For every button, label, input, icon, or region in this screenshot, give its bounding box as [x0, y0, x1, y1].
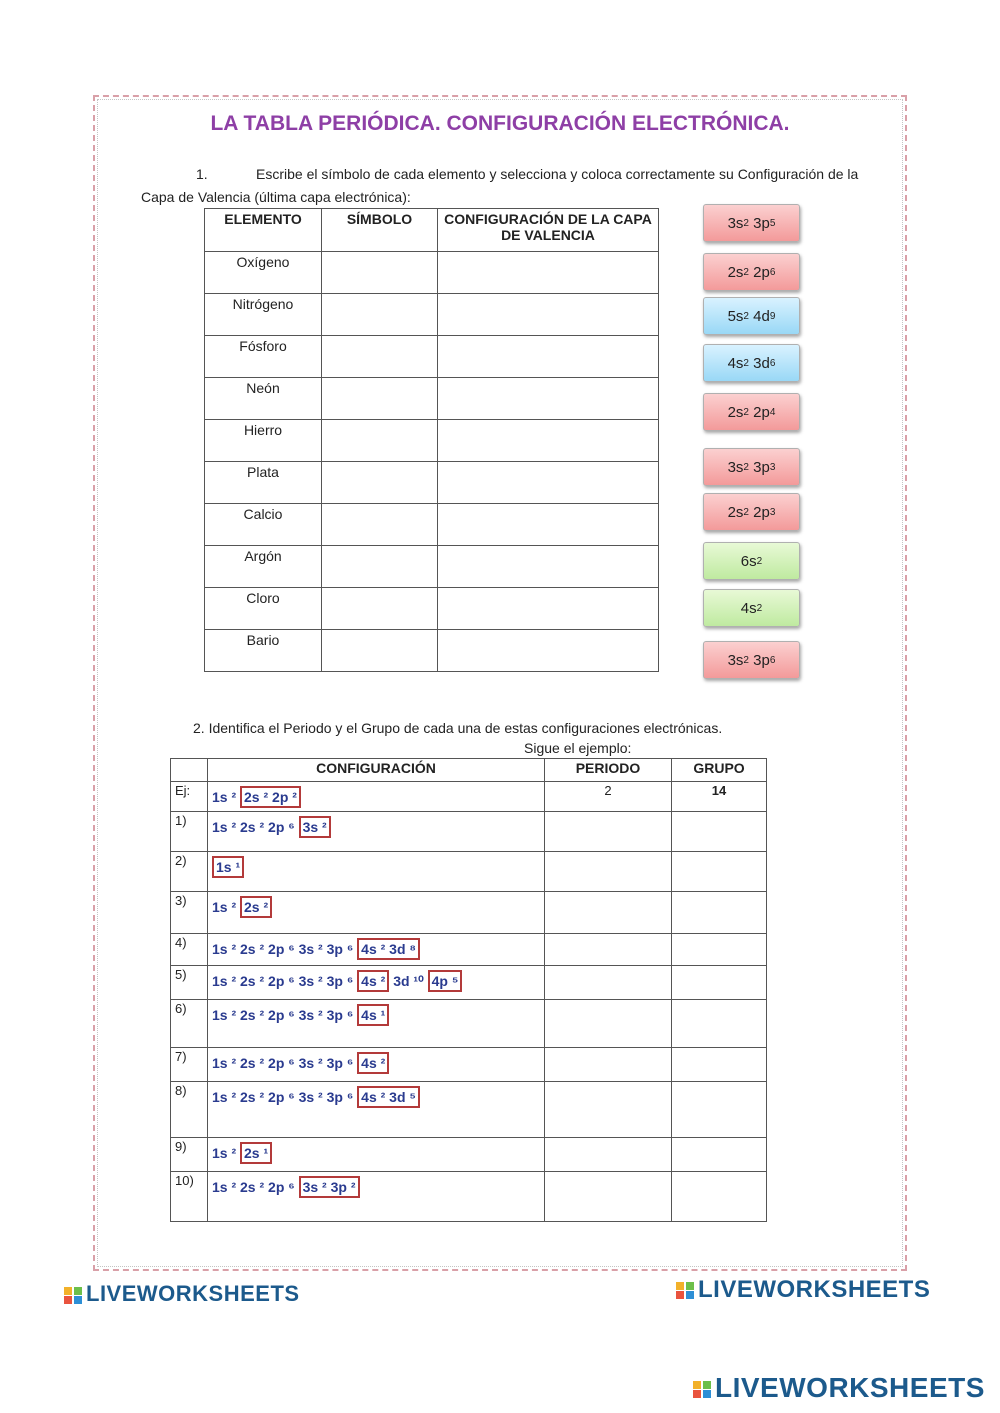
grupo-cell[interactable]	[672, 1138, 767, 1172]
chip-exponent: 3	[769, 461, 776, 473]
config-inner: 1s ² 2s ² 2p ⁶ 3s ² 3p ⁶	[212, 941, 354, 957]
element-name: Oxígeno	[205, 252, 322, 294]
configuration-chip[interactable]	[703, 589, 800, 627]
configuration-chip[interactable]	[703, 448, 800, 486]
valence-box: 2s ² 2p ²	[240, 786, 301, 808]
row-key: 7)	[171, 1048, 208, 1082]
config-inner: 1s ² 2s ² 2p ⁶ 3s ² 3p ⁶	[212, 1007, 354, 1023]
configuration-chip[interactable]	[703, 297, 800, 335]
configuration-cell	[208, 934, 545, 966]
symbol-cell[interactable]	[322, 378, 438, 420]
logo-icon	[693, 1381, 712, 1398]
configuration-chip[interactable]	[703, 641, 800, 679]
page-title: LA TABLA PERIÓDICA. CONFIGURACIÓN ELECTRÓNICA.	[210, 112, 790, 135]
configuration-cell	[208, 782, 545, 812]
config-middle: 3d ¹⁰	[393, 973, 424, 989]
grupo-cell[interactable]	[672, 1000, 767, 1048]
symbol-cell[interactable]	[322, 588, 438, 630]
chip-exponent: 2	[743, 310, 749, 322]
configuration-row	[171, 1048, 767, 1082]
configuration-chip[interactable]	[703, 344, 800, 382]
chip-orbital: 3s	[727, 458, 744, 476]
chip-exponent: 2	[743, 506, 749, 518]
symbol-cell[interactable]	[322, 420, 438, 462]
config-inner: 1s ²	[212, 789, 237, 805]
configuration-cell	[208, 852, 545, 892]
configuration-drop-cell[interactable]	[438, 588, 659, 630]
q1-line2: Capa de Valencia (última capa electrónica):	[141, 189, 411, 205]
grupo-cell[interactable]	[672, 852, 767, 892]
periodo-cell[interactable]	[545, 852, 672, 892]
row-key: Ej:	[171, 782, 208, 812]
configuration-chip[interactable]	[703, 204, 800, 242]
chip-orbital: 2p	[753, 263, 770, 281]
symbol-cell[interactable]	[322, 462, 438, 504]
symbol-cell[interactable]	[322, 546, 438, 588]
config-inner: 1s ² 2s ² 2p ⁶ 3s ² 3p ⁶	[212, 1055, 354, 1071]
chip-orbital: 2s	[727, 503, 744, 521]
element-row	[205, 630, 659, 672]
valence-box: 4s ²	[357, 1052, 389, 1074]
periodo-cell[interactable]	[545, 1172, 672, 1222]
config-inner: 1s ² 2s ² 2p ⁶	[212, 1179, 295, 1195]
q1-line1: Escribe el símbolo de cada elemento y selecciona y coloca correctamente su Configuración de la	[256, 166, 859, 182]
configuration-text	[212, 789, 301, 805]
config-inner: 1s ²	[212, 1145, 237, 1161]
configuration-drop-cell[interactable]	[438, 336, 659, 378]
grupo-cell[interactable]	[672, 1082, 767, 1138]
element-name: Cloro	[205, 588, 322, 630]
configuration-text	[212, 1055, 389, 1071]
chip-exponent: 3	[769, 506, 776, 518]
symbol-cell[interactable]	[322, 336, 438, 378]
configuration-drop-cell[interactable]	[438, 630, 659, 672]
valence-box: 1s ¹	[212, 856, 244, 878]
grupo-cell[interactable]	[672, 966, 767, 1000]
configuration-row	[171, 1000, 767, 1048]
element-row	[205, 462, 659, 504]
header-periodo: PERIODO	[545, 759, 672, 782]
configuration-row	[171, 934, 767, 966]
valence-box: 2s ²	[240, 896, 272, 918]
configuration-chip[interactable]	[703, 393, 800, 431]
chip-exponent: 9	[769, 310, 776, 322]
logo-right	[676, 1276, 930, 1304]
chip-exponent: 5	[769, 217, 776, 229]
valence-box: 4p ⁵	[428, 970, 463, 992]
periodo-cell[interactable]	[545, 1082, 672, 1138]
configuration-row	[171, 892, 767, 934]
element-row	[205, 504, 659, 546]
configuration-row	[171, 1172, 767, 1222]
row-key: 6)	[171, 1000, 208, 1048]
configuration-row	[171, 782, 767, 812]
chip-orbital: 4s	[727, 354, 744, 372]
chip-orbital: 3p	[753, 458, 770, 476]
valence-box: 4s ² 3d ⁵	[357, 1086, 420, 1108]
logo-icon	[676, 1282, 695, 1299]
grupo-cell[interactable]	[672, 892, 767, 934]
chip-exponent: 2	[756, 555, 763, 567]
chip-exponent: 2	[743, 217, 749, 229]
element-name: Hierro	[205, 420, 322, 462]
q2-instruction: 2. Identifica el Periodo y el Grupo de cada una de estas configuraciones electrónicas.	[193, 720, 723, 736]
row-key: 4)	[171, 934, 208, 966]
periodo-cell[interactable]	[545, 1000, 672, 1048]
configuration-text	[212, 819, 331, 835]
element-name: Calcio	[205, 504, 322, 546]
chip-orbital: 3s	[727, 651, 744, 669]
header-simbolo: SÍMBOLO	[322, 209, 438, 252]
periodo-cell[interactable]	[545, 892, 672, 934]
valence-box: 3s ² 3p ²	[299, 1176, 360, 1198]
grupo-cell[interactable]	[672, 934, 767, 966]
logo-left	[64, 1281, 300, 1307]
configuration-drop-cell[interactable]	[438, 252, 659, 294]
configuration-drop-cell[interactable]	[438, 504, 659, 546]
chip-exponent: 6	[769, 357, 776, 369]
element-name: Nitrógeno	[205, 294, 322, 336]
element-row	[205, 336, 659, 378]
periodo-cell[interactable]: 2	[545, 782, 672, 812]
header-elemento: ELEMENTO	[205, 209, 322, 252]
chip-orbital: 4s	[740, 599, 757, 617]
element-row	[205, 588, 659, 630]
config-inner: 1s ² 2s ² 2p ⁶	[212, 819, 295, 835]
elements-table	[204, 208, 659, 672]
chip-orbital: 2p	[753, 403, 770, 421]
periodo-cell[interactable]	[545, 1138, 672, 1172]
configuration-drop-cell[interactable]	[438, 462, 659, 504]
element-row	[205, 378, 659, 420]
chip-orbital: 3d	[753, 354, 770, 372]
chip-orbital: 6s	[740, 552, 757, 570]
valence-box: 2s ¹	[240, 1142, 272, 1164]
chip-exponent: 2	[743, 266, 749, 278]
periodo-cell[interactable]	[545, 1048, 672, 1082]
chip-exponent: 2	[743, 406, 749, 418]
chip-orbital: 2p	[753, 503, 770, 521]
periodo-cell[interactable]	[545, 934, 672, 966]
configuration-row	[171, 812, 767, 852]
configuration-text	[212, 1145, 272, 1161]
chip-orbital: 5s	[727, 307, 744, 325]
row-key: 9)	[171, 1138, 208, 1172]
logo-bottom	[693, 1372, 985, 1404]
chip-exponent: 6	[769, 654, 776, 666]
logo-icon	[64, 1287, 83, 1304]
element-name: Neón	[205, 378, 322, 420]
chip-exponent: 6	[769, 266, 776, 278]
header-configuracion: CONFIGURACIÓN DE LA CAPA DE VALENCIA	[438, 209, 659, 252]
element-row	[205, 252, 659, 294]
configuration-text	[212, 859, 244, 875]
configuration-text	[212, 1089, 420, 1105]
periodo-cell[interactable]	[545, 966, 672, 1000]
logo-text: LIVEWORKSHEETS	[715, 1372, 985, 1403]
configuration-row	[171, 1082, 767, 1138]
chip-exponent: 2	[756, 602, 763, 614]
row-key: 10)	[171, 1172, 208, 1222]
configuration-cell	[208, 966, 545, 1000]
header-blank	[171, 759, 208, 782]
row-key: 1)	[171, 812, 208, 852]
header-grupo: GRUPO	[672, 759, 767, 782]
chip-orbital: 4d	[753, 307, 770, 325]
symbol-cell[interactable]	[322, 252, 438, 294]
row-key: 5)	[171, 966, 208, 1000]
configuration-cell	[208, 1138, 545, 1172]
configuration-drop-cell[interactable]	[438, 294, 659, 336]
configuration-row	[171, 1138, 767, 1172]
configuration-cell	[208, 1000, 545, 1048]
valence-box: 4s ²	[357, 970, 389, 992]
configuration-chip[interactable]	[703, 253, 800, 291]
configuration-drop-cell[interactable]	[438, 378, 659, 420]
configuration-drop-cell[interactable]	[438, 420, 659, 462]
valence-box: 3s ²	[299, 816, 331, 838]
grupo-cell[interactable]	[672, 1048, 767, 1082]
grupo-cell[interactable]	[672, 812, 767, 852]
config-inner: 1s ² 2s ² 2p ⁶ 3s ² 3p ⁶	[212, 973, 354, 989]
row-key: 8)	[171, 1082, 208, 1138]
configuration-chip[interactable]	[703, 493, 800, 531]
configuration-row	[171, 852, 767, 892]
periodo-cell[interactable]	[545, 812, 672, 852]
configuration-row	[171, 966, 767, 1000]
configuration-drop-cell[interactable]	[438, 546, 659, 588]
configuration-chip[interactable]	[703, 542, 800, 580]
row-key: 3)	[171, 892, 208, 934]
configuration-text	[212, 1179, 360, 1195]
element-name: Argón	[205, 546, 322, 588]
configuration-text	[212, 973, 462, 990]
chip-orbital: 2s	[727, 403, 744, 421]
symbol-cell[interactable]	[322, 504, 438, 546]
chip-exponent: 2	[743, 357, 749, 369]
configuration-cell	[208, 1048, 545, 1082]
grupo-cell[interactable]	[672, 1172, 767, 1222]
chip-orbital: 3p	[753, 214, 770, 232]
valence-box: 4s ² 3d ⁸	[357, 938, 420, 960]
config-inner: 1s ² 2s ² 2p ⁶ 3s ² 3p ⁶	[212, 1089, 354, 1105]
chip-exponent: 4	[769, 406, 776, 418]
period-group-table	[170, 758, 767, 1222]
chip-orbital: 3p	[753, 651, 770, 669]
config-inner: 1s ²	[212, 899, 237, 915]
element-row	[205, 420, 659, 462]
symbol-cell[interactable]	[322, 294, 438, 336]
element-row	[205, 546, 659, 588]
grupo-cell[interactable]: 14	[672, 782, 767, 812]
logo-text: LIVEWORKSHEETS	[86, 1281, 300, 1306]
element-row	[205, 294, 659, 336]
configuration-text	[212, 899, 272, 915]
q2-example-note: Sigue el ejemplo:	[524, 740, 632, 756]
configuration-cell	[208, 812, 545, 852]
configuration-text	[212, 1007, 389, 1023]
element-name: Bario	[205, 630, 322, 672]
chip-orbital: 3s	[727, 214, 744, 232]
element-name: Plata	[205, 462, 322, 504]
configuration-cell	[208, 1172, 545, 1222]
chip-exponent: 2	[743, 654, 749, 666]
symbol-cell[interactable]	[322, 630, 438, 672]
q1-number: 1.	[196, 166, 208, 182]
chip-exponent: 2	[743, 461, 749, 473]
configuration-cell	[208, 1082, 545, 1138]
logo-text: LIVEWORKSHEETS	[698, 1276, 931, 1303]
configuration-text	[212, 941, 420, 957]
chip-orbital: 2s	[727, 263, 744, 281]
valence-box: 4s ¹	[357, 1004, 389, 1026]
element-name: Fósforo	[205, 336, 322, 378]
configuration-cell	[208, 892, 545, 934]
header-configuracion: CONFIGURACIÓN	[208, 759, 545, 782]
row-key: 2)	[171, 852, 208, 892]
q1-instruction	[196, 166, 858, 182]
